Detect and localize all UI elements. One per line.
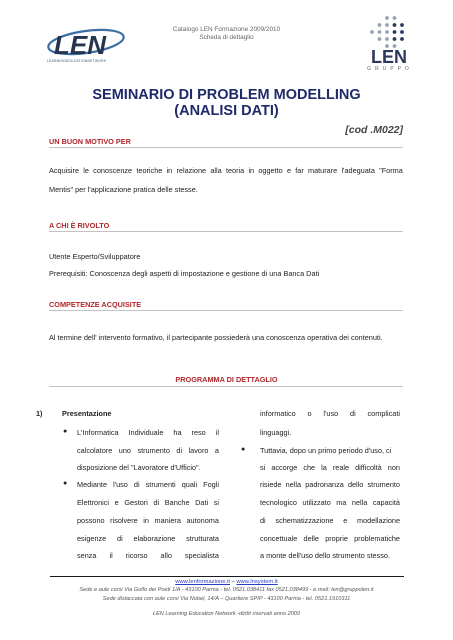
word: l'adeguata	[341, 166, 375, 175]
word: risolvere	[110, 516, 138, 525]
word: Gestori	[124, 498, 148, 507]
word: di	[133, 480, 140, 489]
word: di	[176, 446, 183, 455]
word: informatico	[260, 409, 296, 418]
logo-dot	[378, 37, 382, 41]
program-left-line	[77, 428, 219, 437]
word: calcolatore	[77, 446, 113, 455]
logo-dot	[370, 30, 374, 34]
word: proprie	[325, 534, 348, 543]
word: a	[214, 446, 219, 455]
word: nella	[351, 498, 368, 507]
word: di	[260, 516, 266, 525]
word: utilizzato	[302, 498, 331, 507]
item-title: Presentazione	[62, 409, 112, 418]
logo-dot	[385, 23, 389, 27]
program-left-line	[77, 480, 219, 489]
word: le	[83, 166, 89, 175]
svg-text:LEN: LEN	[54, 30, 106, 60]
logo-dot	[385, 37, 389, 41]
word: il	[109, 551, 113, 560]
word: relazione	[176, 166, 207, 175]
word: tecnologico	[260, 498, 297, 507]
section-heading-programma: PROGRAMMA DI DETTAGLIO	[175, 375, 278, 384]
logo-dot	[393, 30, 397, 34]
program-right-line	[260, 498, 400, 507]
word: e	[114, 498, 119, 507]
word: strumento	[137, 446, 170, 455]
word: allo	[160, 551, 172, 560]
logo-dot	[385, 16, 389, 20]
word: elaborazione	[133, 534, 176, 543]
word: schematizzazione	[275, 516, 334, 525]
word: o	[307, 409, 312, 418]
word: senza	[77, 551, 97, 560]
program-left-line	[77, 446, 219, 455]
word: accorge	[271, 463, 298, 472]
logo-dot	[400, 30, 404, 34]
section-divider	[49, 147, 403, 148]
dots-logo-icon	[368, 14, 408, 50]
svg-text:LEN: LEN	[371, 47, 407, 65]
word: l'uso	[323, 409, 339, 418]
word: di	[117, 534, 123, 543]
motivo-line1	[49, 166, 403, 175]
word: complicati	[367, 409, 400, 418]
word: non	[387, 463, 400, 472]
word: teoria	[225, 166, 245, 175]
word: ricorso	[125, 551, 148, 560]
program-right-line	[260, 463, 400, 472]
bullet-icon: ●	[241, 446, 246, 453]
website-link-lnsystem[interactable]: www.lnsystem.it	[236, 579, 278, 585]
word: a monte dell'uso dello strumento stesso.	[260, 551, 390, 560]
logo-dot	[378, 23, 382, 27]
logo-dot	[378, 30, 382, 34]
word: reale	[332, 463, 350, 472]
word: maturare	[308, 166, 338, 175]
bullet-icon: ●	[63, 428, 68, 435]
program-left-line	[77, 551, 219, 560]
item-number: 1)	[36, 409, 43, 418]
word: modellazione	[357, 516, 400, 525]
section-heading-rivolto: A CHI È RIVOLTO	[49, 221, 110, 230]
program-right-line	[260, 446, 400, 455]
catalog-title: Catalogo LEN Formazione 2009/2010	[172, 26, 281, 33]
logo-dot	[400, 23, 404, 27]
section-divider	[49, 310, 403, 311]
program-right-line	[260, 516, 400, 525]
word: Banche	[164, 498, 190, 507]
word: alla	[210, 166, 222, 175]
competenze-line1: Al termine dell' intervento formativo, il partecipante possiederà una conoscenza operativa dei contenuti.	[49, 333, 383, 342]
word: la	[321, 463, 327, 472]
rivolto-line1: Utente Esperto/Sviluppatore	[49, 252, 141, 261]
page-title-line1: SEMINARIO DI PROBLEM MODELLING	[92, 87, 361, 103]
course-code: [cod .M022]	[345, 124, 403, 136]
word: in	[248, 166, 255, 175]
logo-right-group: GRUPPO	[367, 66, 413, 72]
word: delle	[303, 534, 319, 543]
section-heading-motivo: UN BUON MOTIVO PER	[49, 137, 131, 146]
footer-divider	[50, 576, 404, 577]
word: difficoltà	[355, 463, 382, 472]
footer-address-1: Sede e aule corsi Via Golfo dei Poeti 1/A - 43100 Parma - tel. 0521.038411 fax 0521.038499 - e.mail: len@gruppolen.it	[79, 587, 374, 593]
page-title-line2: (ANALISI DATI)	[174, 103, 279, 119]
word: si	[213, 498, 219, 507]
word: Tuttavia, dopo un primo periodo d'uso, ci	[260, 446, 392, 455]
word: in	[143, 516, 149, 525]
word: far	[295, 166, 304, 175]
logo-dot	[400, 37, 404, 41]
word: quali	[181, 480, 198, 489]
word: teoriche	[136, 166, 163, 175]
word: in	[166, 166, 173, 175]
word: strumenti	[145, 480, 176, 489]
word: nella	[285, 480, 302, 489]
len-logo-right	[370, 47, 416, 65]
word: che	[303, 463, 316, 472]
logo-dot	[385, 30, 389, 34]
word: esigenze	[77, 534, 107, 543]
word: disposizione del "Lavoratore d'Ufficio".	[77, 463, 201, 472]
word: Individuale	[128, 428, 164, 437]
website-link-lenformazione[interactable]: www.lenformazione.it	[175, 579, 231, 585]
word: dello	[347, 480, 364, 489]
word: e	[343, 516, 348, 525]
bullet-icon: ●	[63, 480, 68, 487]
word: e	[286, 166, 292, 175]
section-divider	[49, 231, 403, 232]
word: maniera	[154, 516, 181, 525]
word: capacità	[372, 498, 400, 507]
word: lavoro	[188, 446, 209, 455]
program-right-line	[260, 428, 400, 437]
motivo-line2: Mentis" per l'applicazione pratica delle stesse.	[49, 185, 198, 194]
word: "Forma	[379, 166, 403, 175]
program-right-line	[260, 534, 400, 543]
word: L'Informatica	[77, 428, 119, 437]
word: problematiche	[354, 534, 400, 543]
logo-dot	[393, 16, 397, 20]
footer-address-2: Sede distaccata con aule corsi Via Nobel, 14/A – Quartiere SPIP - 43100 Parma - tel. 0521.1910311	[102, 596, 351, 602]
word: Fogli	[203, 480, 219, 489]
word: uno	[118, 446, 131, 455]
section-divider	[49, 386, 403, 387]
word: specialista	[184, 551, 219, 560]
word: Mediante	[77, 480, 108, 489]
program-right-line	[260, 409, 400, 418]
program-right-line	[260, 480, 400, 489]
word: possono	[77, 516, 105, 525]
word: l'uso	[113, 480, 128, 489]
word: strutturata	[186, 534, 219, 543]
footer-copyright: LEN Learning Education Network -diritti riservati anno 2009	[152, 611, 301, 617]
word: si	[260, 463, 266, 472]
catalog-subtitle: Scheda di dettaglio	[199, 33, 254, 41]
program-left-line	[77, 534, 219, 543]
word: padronanza	[305, 480, 344, 489]
program-left-line	[77, 516, 219, 525]
word: autonoma	[186, 516, 219, 525]
word: di	[350, 409, 356, 418]
word: reso	[191, 428, 206, 437]
word: strumento	[367, 480, 400, 489]
word: conoscenze	[93, 166, 133, 175]
section-heading-competenze: COMPETENZE ACQUISITE	[49, 300, 142, 309]
word: linguaggi.	[260, 428, 292, 437]
logo-dot	[393, 23, 397, 27]
footer-links	[0, 579, 453, 585]
rivolto-line2: Prerequisiti: Conoscenza degli aspetti di impostazione e gestione di una Banca Dati	[49, 269, 320, 278]
program-right-line	[260, 551, 400, 560]
word: concettuale	[260, 534, 298, 543]
word: oggetto	[258, 166, 283, 175]
program-left-line	[77, 463, 219, 472]
logo-dot	[393, 37, 397, 41]
word: ha	[173, 428, 182, 437]
link-separator: –	[230, 579, 237, 585]
word: risiede	[260, 480, 282, 489]
program-left-line	[77, 498, 219, 507]
word: il	[215, 428, 219, 437]
word: Acquisire	[49, 166, 80, 175]
word: Dati	[195, 498, 209, 507]
word: ma	[336, 498, 347, 507]
logo-left-caption: LEARNINGEDUCATIONNETWORK	[47, 59, 107, 63]
word: Elettronici	[77, 498, 110, 507]
word: di	[153, 498, 160, 507]
